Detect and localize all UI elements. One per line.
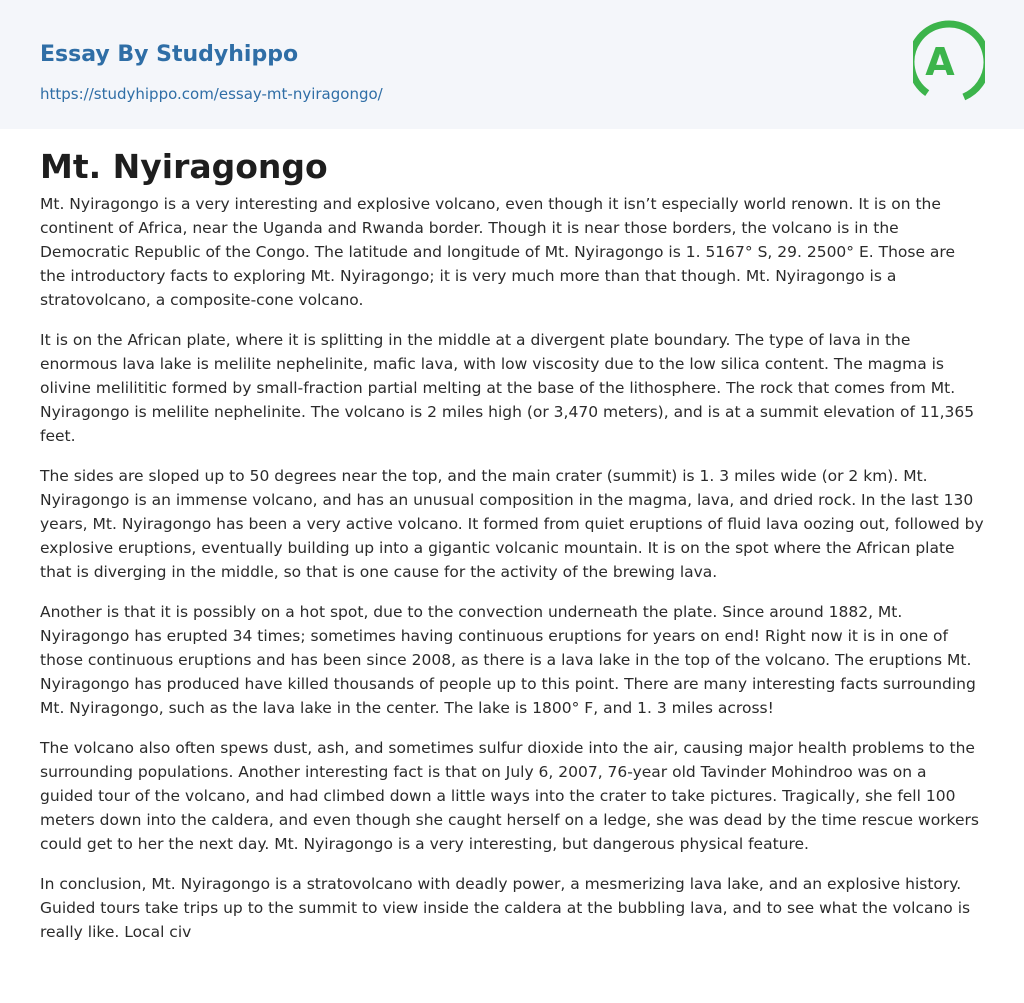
logo-letter: A bbox=[925, 40, 955, 84]
paragraph-4: Another is that it is possibly on a hot spot, due to the convection underneath the plate. Since around 1882, Mt. Nyiragongo has erupted 34 times; sometimes having continuous eruptions for years on end! Right now it is in one of those continuous eruptions and has been since 2008, as there is a lava lake in the top of the volcano. The eruptions Mt. Nyiragongo has produced have killed thousands of people up to this point. There are many interesting facts surrounding Mt. Nyiragongo, such as the lava lake in the center. The lake is 1800° F, and 1. 3 miles across! bbox=[40, 603, 976, 717]
brand-title: Essay By Studyhippo bbox=[40, 42, 299, 67]
paragraph-6: In conclusion, Mt. Nyiragongo is a stratovolcano with deadly power, a mesmerizing lava lake, and an explosive history. Guided tours take trips up to the summit to view inside the caldera at the bubbling lava, and to see what the volcano is really like. Local civ bbox=[40, 875, 971, 941]
paragraph-1: Mt. Nyiragongo is a very interesting and explosive volcano, even though it isn’t especially world renown. It is on the continent of Africa, near the Uganda and Rwanda border. Though it is near those borders, the volcano is in the Democratic Republic of the Congo. The latitude and longitude of Mt. Nyiragongo is 1. 5167° S, 29. 2500° E. Those are the introductory facts to exploring Mt. Nyiragongo; it is very much more than that though. Mt. Nyiragongo is a stratovolcano, a composite-cone volcano. bbox=[40, 195, 955, 309]
page-header bbox=[0, 0, 1024, 129]
paragraph-3: The sides are sloped up to 50 degrees near the top, and the main crater (summit) is 1. 3 miles wide (or 2 km). Mt. Nyiragongo is an immense volcano, and has an unusual composition in the magma, lava, and dried rock. In the last 130 years, Mt. Nyiragongo has been a very active volcano. It formed from quiet eruptions of fluid lava oozing out, followed by explosive eruptions, eventually building up into a gigantic volcanic mountain. It is on the spot where the African plate that is diverging in the middle, so that is one cause for the activity of the brewing lava. bbox=[40, 467, 984, 581]
paragraph-2: It is on the African plate, where it is splitting in the middle at a divergent plate boundary. The type of lava in the enormous lava lake is melilite nephelinite, mafic lava, with low viscosity due to the low silica content. The magma is olivine melilititic formed by small-fraction partial melting at the base of the lithosphere. The rock that comes from Mt. Nyiragongo is melilite nephelinite. The volcano is 2 miles high (or 3,470 meters), and is at a summit elevation of 11,365 feet. bbox=[40, 331, 975, 445]
article bbox=[0, 129, 1024, 944]
article-title: Mt. Nyiragongo bbox=[40, 147, 328, 186]
essay-url-link[interactable]: https://studyhippo.com/essay-mt-nyiragongo/ bbox=[40, 85, 383, 103]
studyhippo-logo-icon[interactable] bbox=[913, 19, 985, 105]
paragraph-5: The volcano also often spews dust, ash, and sometimes sulfur dioxide into the air, causing major health problems to the surrounding populations. Another interesting fact is that on July 6, 2007, 76-year old Tavinder Mohindroo was on a guided tour of the volcano, and had climbed down a little ways into the crater to take pictures. Tragically, she fell 100 meters down into the caldera, and even though she caught herself on a ledge, she was dead by the time rescue workers could get to her the next day. Mt. Nyiragongo is a very interesting, but dangerous physical feature. bbox=[40, 739, 979, 853]
